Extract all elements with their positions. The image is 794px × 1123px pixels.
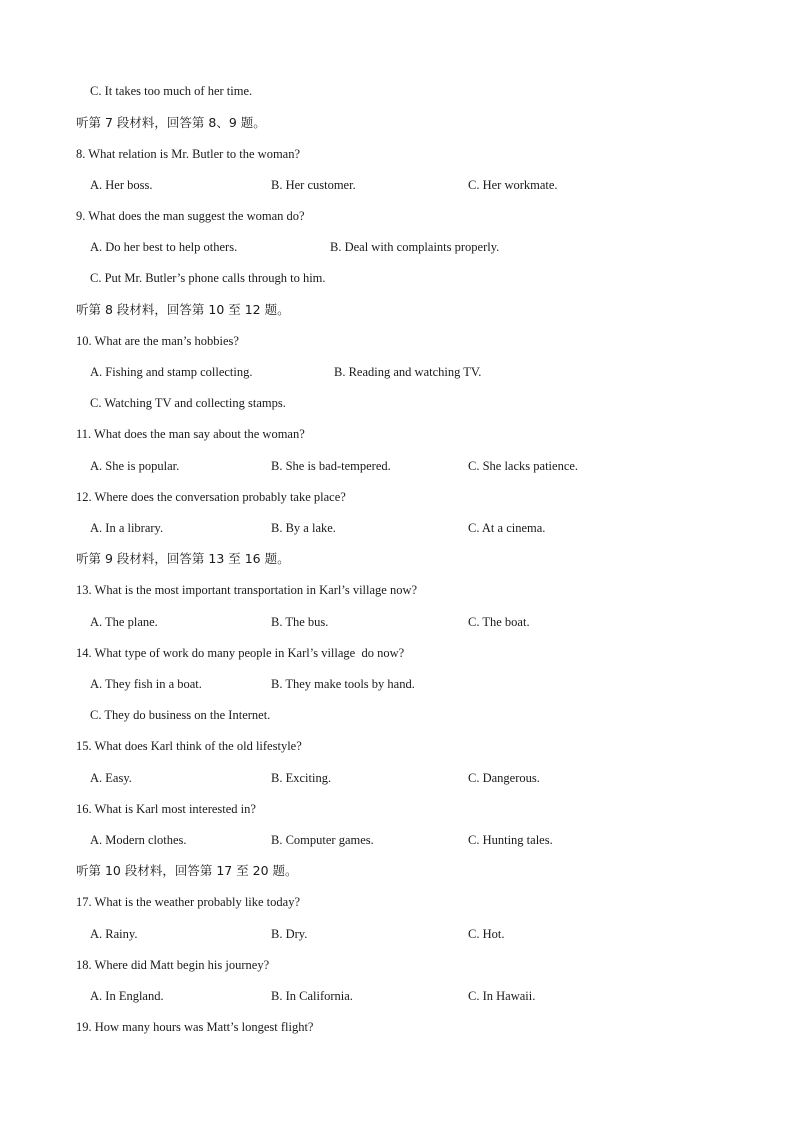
q8-option-b: B. Her customer.: [271, 178, 356, 192]
q19-question: 19. How many hours was Matt’s longest flight?: [76, 1020, 314, 1034]
q15-option-c: C. Dangerous.: [468, 771, 540, 785]
section-8-instruction: 听第 8 段材料，回答第 10 至 12 题。: [76, 302, 290, 317]
q15-option-a: A. Easy.: [90, 771, 132, 785]
q16-question: 16. What is Karl most interested in?: [76, 802, 256, 816]
q17-option-a: A. Rainy.: [90, 927, 138, 941]
q12-option-b: B. By a lake.: [271, 521, 336, 535]
q11-option-b: B. She is bad-tempered.: [271, 459, 391, 473]
q14-option-b: B. They make tools by hand.: [271, 677, 415, 691]
q16-option-c: C. Hunting tales.: [468, 833, 553, 847]
q14-option-a: A. They fish in a boat.: [90, 677, 202, 691]
q18-option-a: A. In England.: [90, 989, 164, 1003]
q9-option-c: C. Put Mr. Butler’s phone calls through to him.: [90, 271, 326, 285]
q10-option-a: A. Fishing and stamp collecting.: [90, 365, 253, 379]
q15-option-b: B. Exciting.: [271, 771, 332, 785]
q16-option-b: B. Computer games.: [271, 833, 374, 847]
q16-option-a: A. Modern clothes.: [90, 833, 187, 847]
q13-option-c: C. The boat.: [468, 615, 530, 629]
q18-option-b: B. In California.: [271, 989, 353, 1003]
q18-option-c: C. In Hawaii.: [468, 989, 536, 1003]
q12-option-a: A. In a library.: [90, 521, 164, 535]
q17-option-c: C. Hot.: [468, 927, 505, 941]
q11-option-c: C. She lacks patience.: [468, 459, 579, 473]
q12-question: 12. Where does the conversation probably take place?: [76, 490, 346, 504]
q11-option-a: A. She is popular.: [90, 459, 180, 473]
q12-option-c: C. At a cinema.: [468, 521, 546, 535]
q13-option-b: B. The bus.: [271, 615, 329, 629]
q18-question: 18. Where did Matt begin his journey?: [76, 958, 270, 972]
q9-option-b: B. Deal with complaints properly.: [330, 240, 500, 254]
q9-option-a: A. Do her best to help others.: [90, 240, 238, 254]
q14-question: 14. What type of work do many people in Karl’s village do now?: [76, 646, 405, 660]
q8-option-a: A. Her boss.: [90, 178, 153, 192]
q8-question: 8. What relation is Mr. Butler to the woman?: [76, 147, 301, 161]
q17-question: 17. What is the weather probably like today?: [76, 895, 301, 909]
q10-question: 10. What are the man’s hobbies?: [76, 334, 239, 348]
section-9-instruction: 听第 9 段材料，回答第 13 至 16 题。: [76, 551, 290, 566]
q10-option-b: B. Reading and watching TV.: [334, 365, 482, 379]
q13-question: 13. What is the most important transportation in Karl’s village now?: [76, 583, 418, 597]
q10-option-c: C. Watching TV and collecting stamps.: [90, 396, 286, 410]
section-7-instruction: 听第 7 段材料，回答第 8、9 题。: [76, 115, 266, 130]
section-10-instruction: 听第 10 段材料，回答第 17 至 20 题。: [76, 863, 298, 878]
q8-option-c: C. Her workmate.: [468, 178, 558, 192]
q17-option-b: B. Dry.: [271, 927, 308, 941]
q13-option-a: A. The plane.: [90, 615, 158, 629]
q9-question: 9. What does the man suggest the woman do?: [76, 209, 305, 223]
q11-question: 11. What does the man say about the woman?: [76, 427, 305, 441]
q7-option-c: C. It takes too much of her time.: [90, 84, 253, 98]
q14-option-c: C. They do business on the Internet.: [90, 708, 271, 722]
q15-question: 15. What does Karl think of the old lifestyle?: [76, 739, 302, 753]
